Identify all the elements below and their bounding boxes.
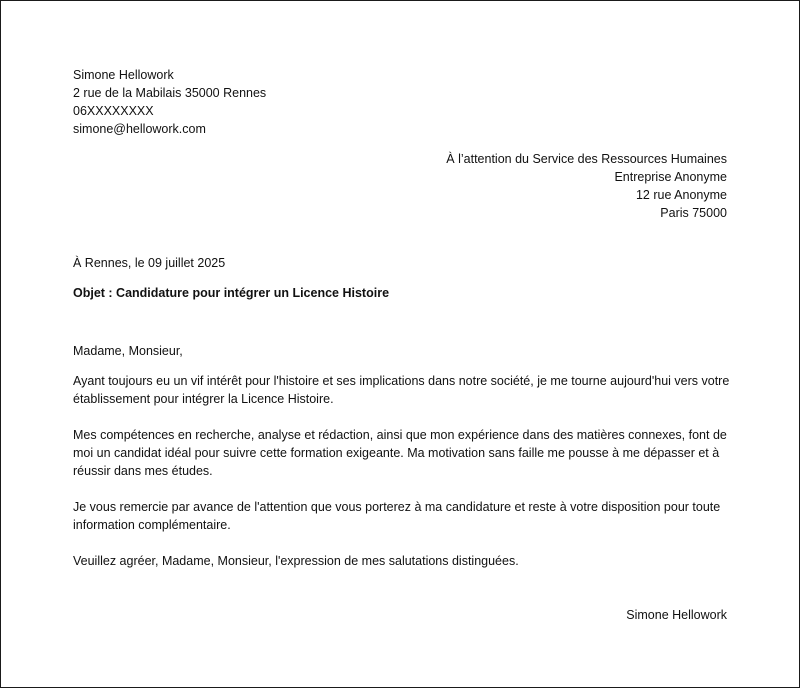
letter-date: À Rennes, le 09 juillet 2025 xyxy=(73,256,226,270)
sender-address: 2 rue de la Mabilais 35000 Rennes xyxy=(73,86,267,100)
sender-phone: 06XXXXXXXX xyxy=(73,104,154,118)
sender-block xyxy=(73,66,266,138)
recipient-attention: À l’attention du Service des Ressources Humaines xyxy=(446,152,727,166)
body-paragraph: Mes compétences en recherche, analyse et rédaction, ainsi que mon expérience dans des matières connexes, font de moi un candidat idéal pour suivre cette formation exigeante. Ma motivation sans faille me pousse à me dépasser et à réussir dans mes études. xyxy=(73,428,727,478)
signature: Simone Hellowork xyxy=(626,608,727,622)
recipient-block xyxy=(446,150,727,222)
sender-name: Simone Hellowork xyxy=(73,68,174,82)
salutation: Madame, Monsieur, xyxy=(73,344,183,358)
recipient-street: 12 rue Anonyme xyxy=(635,188,727,202)
recipient-city: Paris 75000 xyxy=(660,206,727,220)
letter-subject: Objet : Candidature pour intégrer un Licence Histoire xyxy=(73,286,390,300)
letter-body xyxy=(73,342,733,588)
closing-paragraph: Veuillez agréer, Madame, Monsieur, l'expression de mes salutations distinguées. xyxy=(73,554,519,568)
body-paragraph: Ayant toujours eu un vif intérêt pour l'histoire et ses implications dans notre société, je me tourne aujourd'hui vers votre établissement pour intégrer la Licence Histoire. xyxy=(73,374,730,406)
body-paragraph: Je vous remercie par avance de l'attention que vous porterez à ma candidature et reste à votre disposition pour toute information complémentaire. xyxy=(73,500,721,532)
sender-email: simone@hellowork.com xyxy=(73,122,206,136)
recipient-company: Entreprise Anonyme xyxy=(614,170,727,184)
